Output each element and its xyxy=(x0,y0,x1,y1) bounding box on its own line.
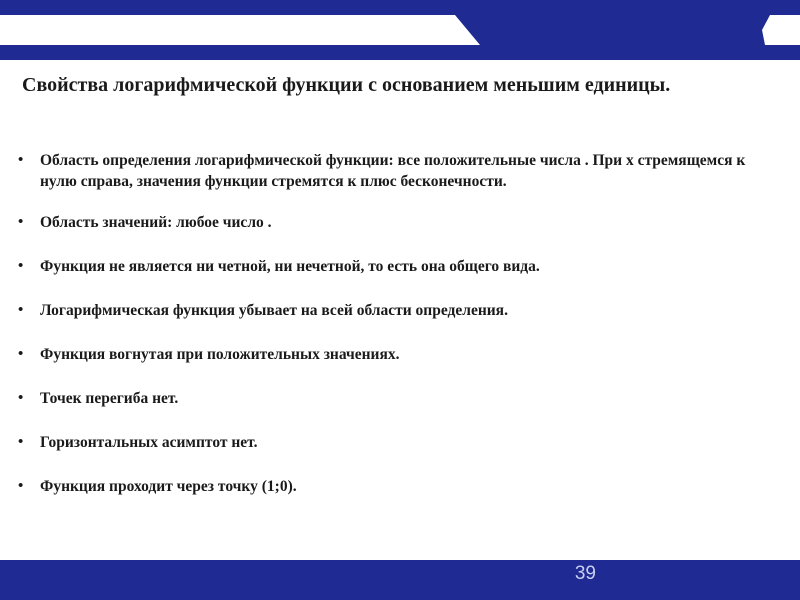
list-item xyxy=(18,388,763,409)
bullet-icon: • xyxy=(18,434,24,450)
slide-title: Свойства логарифмической функции с основанием меньшим единицы. xyxy=(22,74,671,96)
list-item xyxy=(18,300,763,321)
bullet-icon: • xyxy=(18,152,24,168)
list-item-text: Точек перегиба нет. xyxy=(40,390,179,407)
list-item-text: Логарифмическая функция убывает на всей области определения. xyxy=(40,302,508,319)
list-item-text: Область значений: любое число . xyxy=(40,214,272,231)
footer-band xyxy=(0,560,800,600)
bullet-icon: • xyxy=(18,390,24,406)
top-decorative-stripe xyxy=(0,15,800,45)
list-item-text: Область определения логарифмической функции: все положительные числа . При х стремящемся к нулю справа, значения функции стремятся к плюс бесконечности. xyxy=(40,152,746,190)
list-item-text: Функция вогнутая при положительных значениях. xyxy=(40,346,400,363)
bullet-icon: • xyxy=(18,478,24,494)
page-number: 39 xyxy=(574,563,596,584)
bullet-icon: • xyxy=(18,346,24,362)
list-item xyxy=(18,432,763,453)
bullet-icon: • xyxy=(18,302,24,318)
list-item-text: Функция не является ни четной, ни нечетной, то есть она общего вида. xyxy=(40,258,540,275)
bullet-icon: • xyxy=(18,214,24,230)
list-item-text: Горизонтальных асимптот нет. xyxy=(40,434,258,451)
list-item xyxy=(18,344,763,365)
list-item xyxy=(18,212,763,233)
bullet-icon: • xyxy=(18,258,24,274)
list-item-text: Функция проходит через точку (1;0). xyxy=(40,478,297,495)
list-item xyxy=(18,476,763,497)
list-item xyxy=(18,256,763,277)
list-item xyxy=(18,150,763,192)
bullet-list xyxy=(18,150,763,520)
